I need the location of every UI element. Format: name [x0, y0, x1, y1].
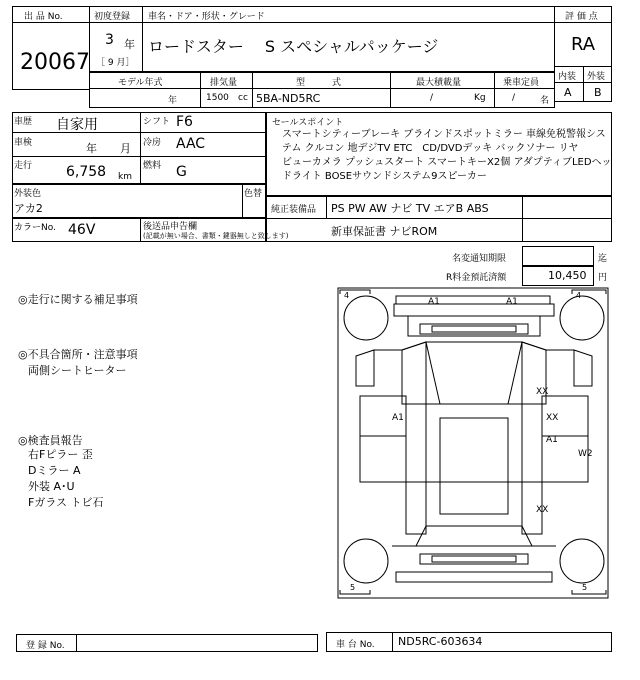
shift-value: F6: [176, 114, 193, 130]
capacity-unit: 名: [540, 96, 550, 106]
capacity-value: /: [512, 93, 516, 103]
color-change-label: 色替: [244, 189, 263, 199]
car-name: ロードスター S スペシャルパッケージ: [148, 37, 439, 56]
damage-mark: W2: [578, 449, 593, 459]
max-load-value: /: [430, 93, 434, 103]
displacement-value: 1500: [206, 93, 229, 103]
fuel-value: G: [176, 164, 187, 180]
chassis-label: 車 台 No.: [336, 640, 375, 650]
max-load-label: 最大積載量: [416, 78, 462, 88]
history-value: 自家用: [56, 117, 98, 133]
first-reg-label: 初度登録: [94, 12, 131, 22]
first-reg-month: ［ 9 月］: [96, 58, 135, 68]
notice-field: [522, 246, 594, 266]
inspection-label: 車検: [14, 138, 33, 148]
aircon-label: 冷房: [143, 138, 162, 148]
exterior-label: 外装: [587, 72, 606, 82]
sales-points-label: セールスポイント: [272, 118, 344, 128]
fuel-label: 燃料: [143, 161, 162, 171]
warranty: 新車保証書 ナビROM: [331, 225, 438, 238]
sales-point-line: ドライト BOSEサウンドシステム9スピーカー: [282, 171, 487, 182]
rating-value: RA: [571, 34, 596, 55]
inspector-item: 外装 A･U: [28, 480, 75, 493]
notice-label: 名変通知期限: [452, 254, 507, 264]
mileage-value: 6,758: [66, 164, 107, 180]
history-label: 車歴: [14, 117, 33, 127]
first-reg-year: 3: [105, 32, 114, 48]
recycle-value: 10,450: [548, 269, 587, 282]
inspector-label: ◎検査員報告: [18, 434, 83, 447]
corner-bl-label: 5: [350, 583, 356, 592]
color-no-label: カラーNo.: [14, 223, 56, 233]
damage-mark: XX: [546, 413, 559, 423]
model-year-unit: 年: [168, 96, 178, 106]
mileage-label: 走行: [14, 161, 33, 171]
damage-mark: A1: [506, 297, 518, 307]
std-equip-label: 純正装備品: [271, 205, 317, 215]
inspector-item: 右Fピラー 歪: [28, 448, 93, 461]
color-label: 外装色: [14, 189, 42, 199]
damage-mark: XX: [536, 387, 549, 397]
inspection-year: 年: [86, 142, 97, 155]
interior-label: 内装: [558, 72, 577, 82]
docs-label: 後送品申告欄: [143, 222, 198, 232]
car-damage-diagram: [336, 286, 612, 602]
color-no-value: 46V: [68, 222, 96, 238]
exterior-grade: B: [594, 86, 602, 99]
shift-label: シフト: [143, 117, 171, 127]
sales-points: [282, 128, 612, 184]
sales-point-line: ビューカメラ プッシュスタート スマートキーX2個 アダプティブLEDヘッ: [282, 157, 612, 168]
displacement-unit: cc: [238, 93, 248, 103]
exhibit-no: 20067: [20, 50, 90, 75]
first-reg-year-unit: 年: [124, 38, 135, 51]
model-type-label: 型 式: [296, 78, 342, 88]
docs-note: (記載が無い場合、書類・鍵器無しと致します): [143, 232, 289, 240]
corner-br-label: 5: [582, 583, 588, 592]
mileage-unit: km: [118, 172, 132, 182]
model-year-label: モデル年式: [118, 78, 163, 88]
damage-mark: A1: [392, 413, 404, 423]
inspector-list: [28, 447, 104, 511]
damage-mark: A1: [428, 297, 440, 307]
aircon-value: AAC: [176, 136, 206, 152]
chassis-no: ND5RC-603634: [398, 635, 483, 648]
capacity-label: 乗車定員: [503, 78, 540, 88]
notice-unit: 迄: [598, 254, 608, 264]
damage-mark: A1: [546, 435, 558, 445]
car-title-label: 車名・ドア・形状・グレード: [148, 12, 265, 22]
corner-tl-label: 4: [344, 291, 350, 300]
reg-no-label: 登 録 No.: [26, 641, 65, 651]
inspection-month: 月: [120, 142, 131, 155]
details-left: [12, 112, 266, 184]
damage-mark: XX: [536, 505, 549, 515]
driving-notes-label: ◎走行に関する補足事項: [18, 293, 138, 306]
defect-item: 両側シートヒーター: [28, 364, 127, 377]
std-equip: PS PW AW ナビ TV エアB ABS: [331, 202, 489, 215]
max-load-unit: Kg: [474, 93, 486, 103]
displacement-label: 排気量: [210, 78, 238, 88]
recycle-label: R料金預託済額: [446, 273, 507, 283]
defects-label: ◎不具合箇所・注意事項: [18, 348, 138, 361]
interior-grade: A: [564, 86, 572, 99]
color-box: [12, 184, 266, 218]
corner-tr-label: 4: [576, 291, 582, 300]
sales-point-line: テム クルコン 地デジTV ETC CD/DVDデッキ バックソナー リヤ: [282, 143, 579, 154]
inspector-item: Dミラー A: [28, 464, 81, 477]
inspector-item: Fガラス トビ石: [28, 496, 104, 509]
color-value: アカ2: [14, 202, 43, 215]
model-type: 5BA-ND5RC: [256, 92, 321, 105]
recycle-unit: 円: [598, 273, 608, 283]
sales-point-line: スマートシティーブレーキ ブラインドスポットミラー 車線免税警報シス: [282, 129, 606, 140]
exhibit-no-label: 出 品 No.: [24, 12, 63, 22]
rating-label: 評 価 点: [565, 12, 598, 22]
